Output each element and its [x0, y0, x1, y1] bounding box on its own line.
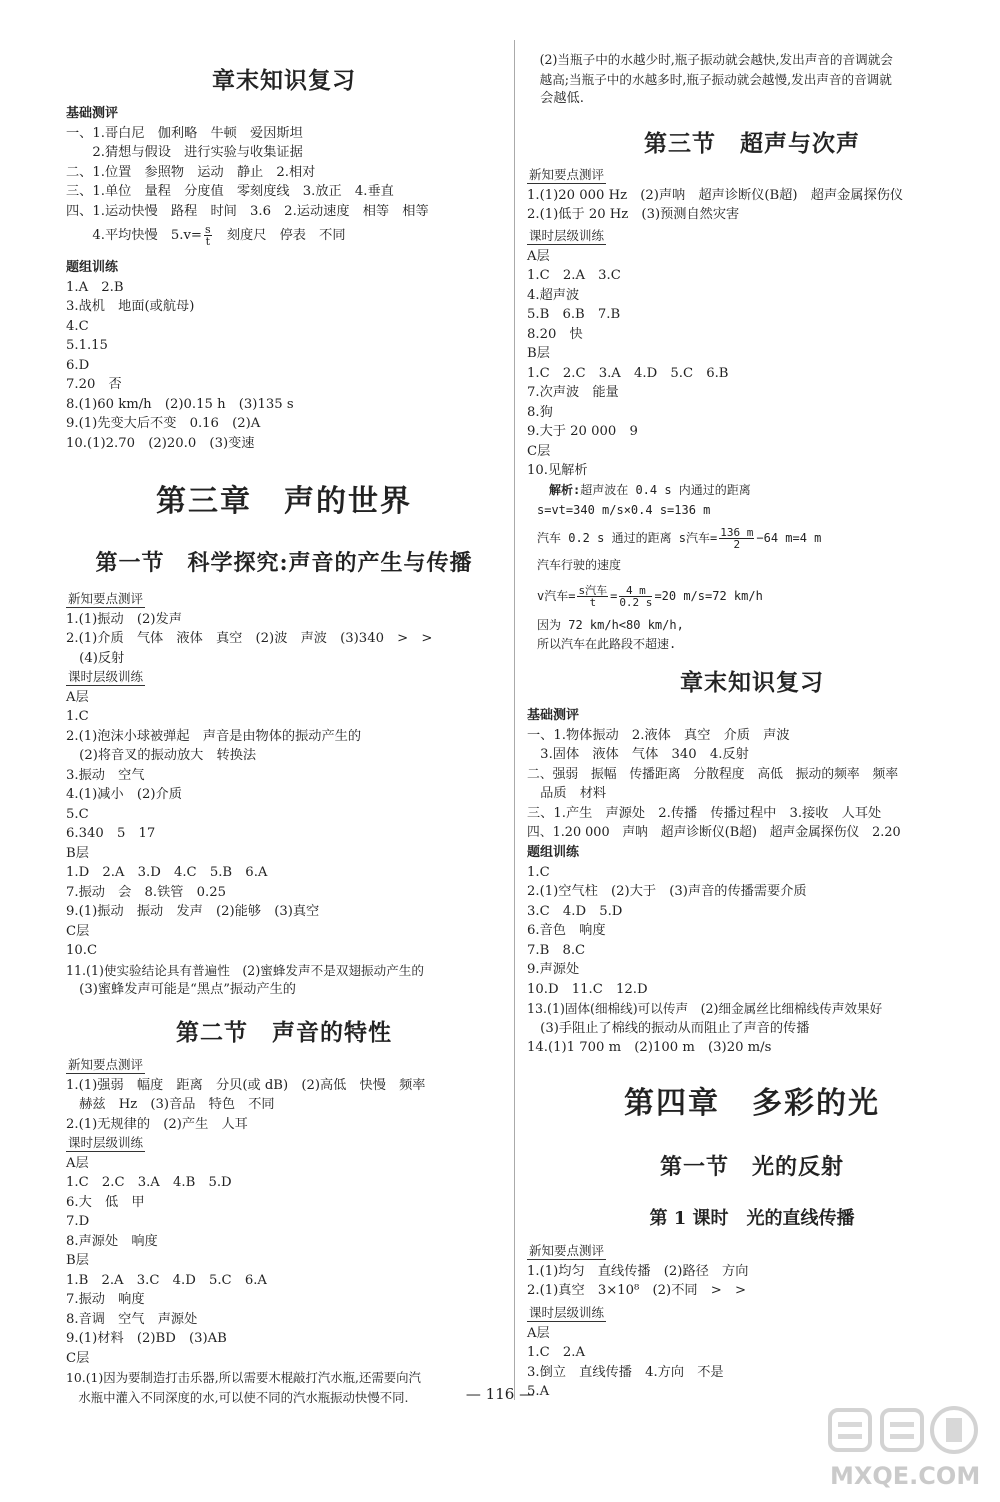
lesson-1-title: 第 1 课时 光的直线传播: [649, 1208, 855, 1229]
answer-line: 3.固体 液体 气体 340 4.反射: [527, 747, 749, 762]
solution-line: s=vt=340 m/s×0.4 s=136 m: [537, 502, 711, 517]
answer-line: 4.C: [66, 318, 89, 334]
answer-line: B层: [66, 1253, 89, 1268]
answer-line: 1.C 2.C 3.A 4.B 5.D: [66, 1175, 232, 1190]
answer-line: 11.(1)使实验结论具有普遍性 (2)蜜蜂发声不是双翅振动产生的: [66, 962, 424, 978]
group-training-block: [66, 258, 502, 453]
answer-line: 6.大 低 甲: [66, 1194, 145, 1210]
watermark-logo: [822, 1404, 992, 1494]
answer-line: 10.(1)因为要制造打击乐器,所以需要木棍敲打汽水瓶,还需要向汽: [66, 1370, 421, 1385]
answer-line: 6.D: [66, 357, 90, 373]
answer-line: 1.(1)均匀 直线传播 (2)路径 方向: [527, 1263, 749, 1279]
group-training-label: 题组训练: [527, 845, 580, 860]
answer-line: 5.C: [66, 806, 89, 822]
answer-line: 9.(1)先变大后不变 0.16 (2)A: [66, 416, 261, 431]
answer-line: 4.(1)减小 (2)介质: [66, 787, 182, 802]
answer-line: 10.见解析: [527, 463, 588, 478]
answer-line: 1.C 2.A: [527, 1345, 585, 1360]
answer-line: 1.(1)振动 (2)发声: [66, 611, 182, 627]
answer-line: 二、强弱 振幅 传播距离 分散程度 高低 振动的频率 频率: [527, 766, 899, 782]
answer-line: 四、1.20 000 声呐 超声诊断仪(B超) 超声金属探伤仪 2.20: [527, 825, 901, 840]
chapter-review-title: 章末知识复习: [212, 67, 356, 94]
lesson-training-label: 课时层级训练: [68, 669, 144, 684]
answer-line: 6.340 5 17: [66, 826, 156, 841]
answer-line: 2.(1)介质 气体 液体 真空 (2)波 声波 (3)340 > >: [66, 631, 433, 646]
answer-line: C层: [527, 443, 551, 459]
formula-pre: 4.平均快慢 5.v=: [66, 228, 202, 243]
s3-lesson-training-block: [527, 227, 977, 481]
answer-line: 三、1.产生 声源处 2.传播 传播过程中 3.接收 人耳处: [527, 805, 882, 821]
answer-line: A层: [66, 689, 89, 705]
answer-line: A层: [66, 1155, 89, 1171]
answer-line: 5.1.15: [66, 338, 108, 353]
answer-line: 二、1.位置 参照物 运动 静止 2.相对: [66, 164, 316, 180]
answer-line: 1.(1)强弱 幅度 距离 分贝(或 dB) (2)高低 快慢 频率: [66, 1077, 426, 1093]
answer-line: 2.(1)泡沫小球被弹起 声音是由物体的振动产生的: [66, 728, 362, 744]
answer-line: (3)手阻止了棉线的振动从而阻止了声音的传播: [527, 1020, 810, 1036]
answer-line: (3)蜜蜂发声可能是“黑点”振动产生的: [66, 982, 296, 997]
basic-test-label: 基础测评: [66, 106, 119, 121]
answer-line: 品质 材料: [527, 786, 607, 801]
answer-line: 三、1.单位 量程 分度值 零刻度线 3.放正 4.垂直: [66, 184, 394, 199]
chapter-review-title-2: 章末知识复习: [680, 669, 824, 696]
answer-line: B层: [66, 845, 89, 861]
chapter-3-title: 第三章 声的世界: [156, 484, 412, 519]
section-4-title: 第一节 光的反射: [659, 1154, 844, 1180]
fraction: $\frac{136 m}{2}$: [720, 526, 754, 551]
formula-post: 刻度尺 停表 不同: [213, 228, 346, 243]
answer-line: 7.D: [66, 1214, 90, 1229]
new-knowledge-label: 新知要点测评: [68, 591, 144, 606]
basic-test-block: [66, 104, 502, 251]
answer-line: 3.战机 地面(或航母): [66, 299, 195, 314]
answer-line: 8.(1)60 km/h (2)0.15 h (3)135 s: [66, 396, 294, 412]
answer-line: 1.(1)20 000 Hz (2)声呐 超声诊断仪(B超) 超声金属探伤仪: [527, 187, 904, 203]
answer-line: 2.(1)无规律的 (2)产生 人耳: [66, 1116, 248, 1132]
answer-line: (2)当瓶子中的水越少时,瓶子振动就会越快,发出声音的音调就会: [527, 52, 893, 67]
lesson-training-label: 课时层级训练: [529, 228, 605, 243]
answer-line: 7.B 8.C: [527, 942, 586, 958]
solution-line: 因为 72 km/h<80 km/h,: [537, 617, 684, 632]
answer-line: 1.C 2.A 3.C: [527, 268, 621, 283]
s1-new-knowledge-block: [66, 590, 502, 668]
continued-answer-block: [527, 50, 977, 109]
answer-line: 10.C: [66, 943, 98, 958]
solution-label: 解析:: [549, 483, 581, 497]
s1-lesson-training-block: [66, 668, 502, 1000]
answer-line: 2.(1)空气柱 (2)大于 (3)声音的传播需要介质: [527, 884, 807, 899]
section-2-title: 第二节 声音的特性: [176, 1019, 392, 1046]
answer-line: 8.狗: [527, 404, 553, 420]
answer-line: 1.C 2.C 3.A 4.D 5.C 6.B: [527, 365, 729, 381]
answer-line: 1.A 2.B: [66, 279, 124, 295]
answer-line: 1.C: [527, 864, 550, 880]
formula-line: [66, 221, 502, 251]
answer-line: 8.20 快: [527, 326, 583, 342]
section-3-title: 第三节 超声与次声: [644, 130, 860, 157]
answer-line: 1.D 2.A 3.D 4.C 5.B 6.A: [66, 865, 268, 880]
answer-line: 7.次声波 能量: [527, 385, 619, 400]
answer-line: 越高;当瓶子中的水越多时,瓶子振动就会越慢,发出声音的音调就: [527, 71, 892, 87]
answer-line: 1.C: [66, 709, 89, 724]
answer-line: 13.(1)固体(细棉线)可以传声 (2)细金属丝比细棉线传声效果好: [527, 1001, 883, 1016]
answer-line: 10.(1)2.70 (2)20.0 (3)变速: [66, 435, 255, 451]
answer-line: 10.D 11.C 12.D: [527, 981, 648, 997]
s3-new-knowledge-block: [527, 166, 977, 225]
new-knowledge-label: 新知要点测评: [529, 1243, 605, 1258]
answer-line: 6.音色 响度: [527, 923, 606, 938]
answer-line: 8.声源处 响度: [66, 1233, 158, 1249]
answer-line: (2)将音叉的振动放大 转换法: [66, 748, 257, 763]
fraction: $\frac{s}{t}$: [204, 223, 211, 248]
watermark-graphic: [822, 1404, 992, 1494]
answer-line: 四、1.运动快慢 路程 时间 3.6 2.运动速度 相等 相等: [66, 203, 429, 219]
answer-line: 9.声源处: [527, 962, 580, 977]
answer-line: 4.超声波: [527, 287, 580, 303]
basic-test-label: 基础测评: [527, 708, 580, 723]
section-1-title: 第一节 科学探究:声音的产生与传播: [95, 550, 473, 576]
lesson-training-label: 课时层级训练: [68, 1135, 144, 1150]
answer-line: 一、1.哥白尼 伽利略 牛顿 爱因斯坦: [66, 125, 303, 141]
s2-new-knowledge-block: [66, 1056, 502, 1134]
answer-line: 8.音调 空气 声源处: [66, 1311, 198, 1327]
answer-line: 7.20 否: [66, 377, 122, 392]
answer-line: 14.(1)1 700 m (2)100 m (3)20 m/s: [527, 1040, 772, 1055]
fraction: $\frac{\text{s汽车}}{t}$: [578, 583, 608, 609]
answer-line: C层: [66, 923, 90, 939]
basic-test-block-2: [527, 706, 977, 843]
answer-line: 1.B 2.A 3.C 4.D 5.C 6.A: [66, 1272, 267, 1288]
svg-text:MXQE.COM: MXQE.COM: [830, 1462, 981, 1490]
fraction: $\frac{4 m}{0.2 s}$: [619, 583, 653, 609]
group-training-block-2: [527, 843, 977, 1058]
solution-line: 解析:超声波在 0.4 s 内通过的距离: [549, 483, 751, 497]
answer-line: 3.倒立 直线传播 4.方向 不是: [527, 1364, 724, 1380]
column-divider: [514, 40, 515, 1400]
group-training-label: 题组训练: [66, 260, 119, 275]
answer-line: A层: [527, 1325, 550, 1341]
answer-line: 5.B 6.B 7.B: [527, 307, 621, 322]
answer-line: 3.C 4.D 5.D: [527, 903, 623, 919]
answer-line: 9.大于 20 000 9: [527, 424, 638, 439]
answer-line: 2.(1)真空 3×10⁸ (2)不同 > >: [527, 1283, 747, 1298]
answer-line: 5.A: [527, 1384, 550, 1399]
solution-line: 所以汽车在此路段不超速.: [537, 637, 677, 651]
answer-line: 7.振动 响度: [66, 1292, 145, 1307]
answer-line: 2.猜想与假设 进行实验与收集证据: [66, 145, 303, 160]
solution-line: v汽车= $\frac{\text{s汽车}}{t}$ = $\frac{4 m}{0.2 s}$ =20 m/s=72 km/h: [537, 583, 763, 609]
answer-line: 一、1.物体振动 2.液体 真空 介质 声波: [527, 727, 790, 743]
answer-line: 赫兹 Hz (3)音品 特色 不同: [66, 1097, 275, 1112]
answer-line: A层: [527, 248, 550, 264]
answer-line: B层: [527, 346, 550, 361]
answer-line: 7.振动 会 8.铁管 0.25: [66, 884, 227, 900]
answer-line: 9.(1)材料 (2)BD (3)AB: [66, 1331, 227, 1346]
answer-line: 9.(1)振动 振动 发声 (2)能够 (3)真空: [66, 904, 320, 919]
s2-lesson-training-block: [66, 1134, 502, 1407]
solution-line: 汽车行驶的速度: [537, 558, 622, 572]
answer-line: 2.(1)低于 20 Hz (3)预测自然灾害: [527, 207, 740, 222]
new-knowledge-label: 新知要点测评: [68, 1057, 144, 1072]
answer-line: 水瓶中灌入不同深度的水,可以使不同的汽水瓶振动快慢不同.: [66, 1389, 409, 1405]
solution-line: 汽车 0.2 s 通过的距离 s汽车= $\frac{136 m}{2}$ −64 m=4 m: [537, 526, 822, 551]
answer-line: (4)反射: [66, 650, 125, 666]
solution-block: [527, 481, 977, 655]
new-knowledge-label: 新知要点测评: [529, 167, 605, 182]
answer-line: C层: [66, 1350, 90, 1366]
page-number: — 116 —: [465, 1385, 535, 1403]
s4-new-knowledge-block: [527, 1242, 977, 1301]
chapter-4-title: 第四章 多彩的光: [624, 1086, 880, 1121]
answer-line: 3.振动 空气: [66, 767, 145, 783]
lesson-training-label: 课时层级训练: [529, 1305, 605, 1320]
answer-line: 会越低.: [527, 91, 584, 106]
